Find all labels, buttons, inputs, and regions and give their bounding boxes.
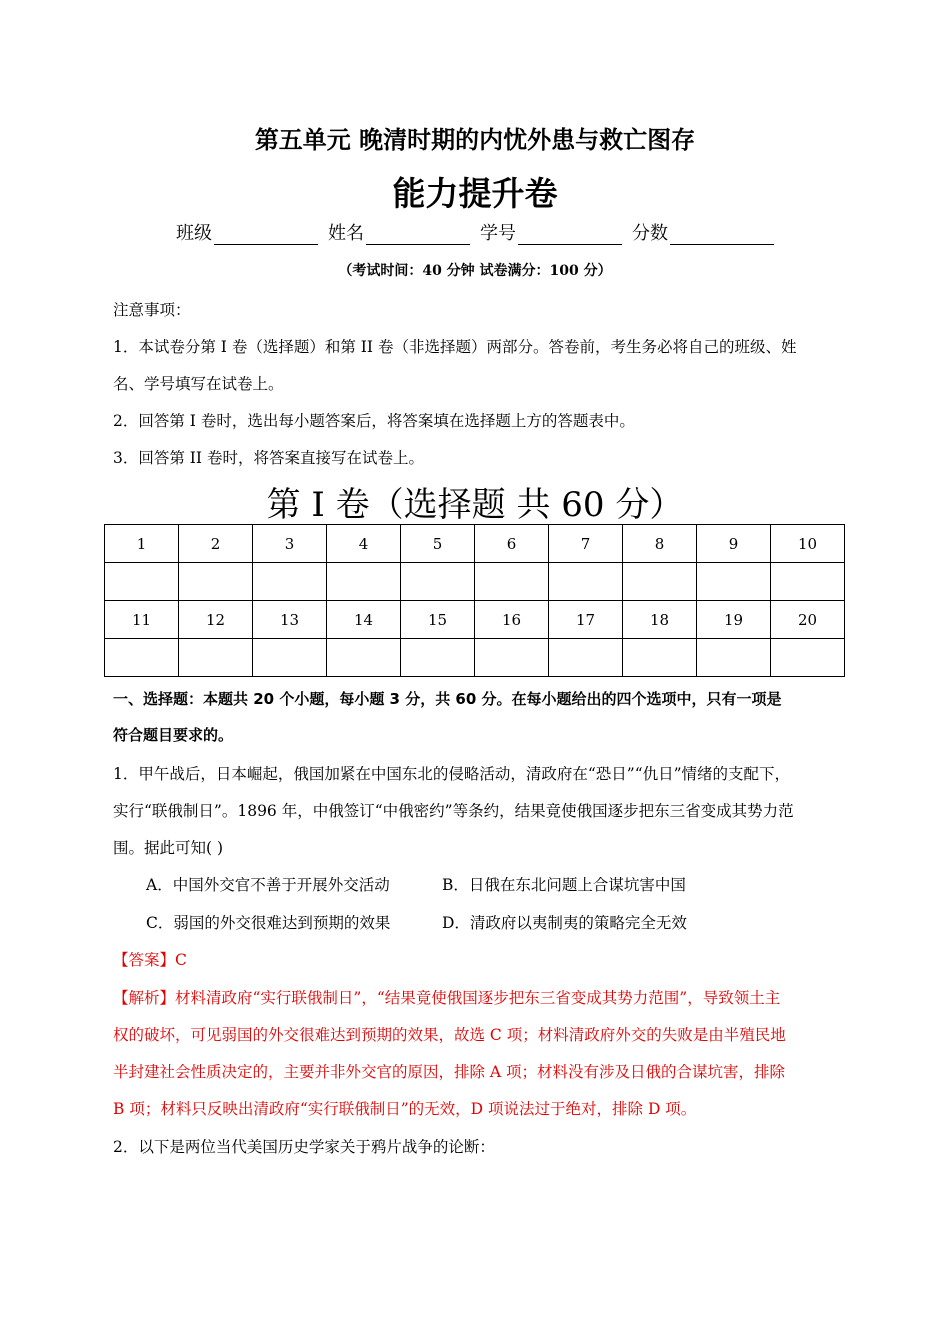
answer-cell[interactable] <box>401 563 475 601</box>
notes-heading: 注意事项： <box>113 301 191 319</box>
answer-cell[interactable] <box>327 563 401 601</box>
question-number-cell: 20 <box>771 601 845 639</box>
option-c: C．弱国的外交很难达到预期的效果 <box>146 914 391 932</box>
question-number-cell: 19 <box>697 601 771 639</box>
question-number-cell: 16 <box>475 601 549 639</box>
answer-cell[interactable] <box>179 639 253 677</box>
answer-cell[interactable] <box>697 563 771 601</box>
question-number-cell: 9 <box>697 525 771 563</box>
answer-cell[interactable] <box>253 563 327 601</box>
answer-table-row <box>105 639 845 677</box>
answer-cell[interactable] <box>771 563 845 601</box>
answer-text: 【答案】C <box>113 951 187 969</box>
class-field <box>176 219 318 245</box>
student-id-blank <box>518 224 622 245</box>
analysis-line-4: B 项；材料只反映出清政府“实行联俄制日”的无效，D 项说法过于绝对，排除 D 项。 <box>113 1100 697 1118</box>
question-number-cell: 8 <box>623 525 697 563</box>
question-number-cell: 10 <box>771 525 845 563</box>
exam-info: （考试时间：40 分钟 试卷满分：100 分） <box>338 263 612 279</box>
option-d: D．清政府以夷制夷的策略完全无效 <box>442 914 687 932</box>
answer-cell[interactable] <box>105 639 179 677</box>
paper-title: 能力提升卷 <box>392 174 558 213</box>
question-number-cell: 7 <box>549 525 623 563</box>
student-id-field <box>480 219 622 245</box>
unit-title: 第五单元 晚清时期的内忧外患与救亡图存 <box>254 126 696 154</box>
answer-cell[interactable] <box>105 563 179 601</box>
question-1-line-1: 1．甲午战后，日本崛起，俄国加紧在中国东北的侵略活动，清政府在“恐日”“仇日”情绪的支配下， <box>113 765 791 783</box>
answer-cell[interactable] <box>475 563 549 601</box>
question-number-cell: 11 <box>105 601 179 639</box>
question-number-cell: 12 <box>179 601 253 639</box>
question-number-cell: 4 <box>327 525 401 563</box>
answer-cell[interactable] <box>327 639 401 677</box>
score-field <box>632 219 774 245</box>
question-number-cell: 5 <box>401 525 475 563</box>
volume-title: 第 I 卷（选择题 共 60 分） <box>266 485 684 525</box>
option-a: A．中国外交官不善于开展外交活动 <box>146 876 390 894</box>
class-blank <box>214 224 318 245</box>
question-number-cell: 3 <box>253 525 327 563</box>
section-instruction-line-1: 一、选择题：本题共 20 个小题，每小题 3 分，共 60 分。在每小题给出的四个选项中，只有一项是 <box>113 690 782 708</box>
answer-cell[interactable] <box>623 639 697 677</box>
name-label: 姓名 <box>328 223 364 244</box>
option-b: B．日俄在东北问题上合谋坑害中国 <box>442 876 686 894</box>
answer-cell[interactable] <box>771 639 845 677</box>
student-id-label: 学号 <box>480 223 516 244</box>
answer-cell[interactable] <box>697 639 771 677</box>
score-blank <box>670 224 774 245</box>
question-number-cell: 14 <box>327 601 401 639</box>
student-info-fields <box>0 219 950 245</box>
question-number-cell: 6 <box>475 525 549 563</box>
question-number-cell: 17 <box>549 601 623 639</box>
question-number-cell: 15 <box>401 601 475 639</box>
answer-cell[interactable] <box>253 639 327 677</box>
note-item-2: 2．回答第 I 卷时，选出每小题答案后，将答案填在选择题上方的答题表中。 <box>113 412 635 430</box>
answer-cell[interactable] <box>475 639 549 677</box>
answer-cell[interactable] <box>549 563 623 601</box>
question-2-line-1: 2．以下是两位当代美国历史学家关于鸦片战争的论断： <box>113 1138 495 1156</box>
answer-cell[interactable] <box>179 563 253 601</box>
analysis-line-3: 半封建社会性质决定的，主要并非外交官的原因，排除 A 项；材料没有涉及日俄的合谋坑害，排除 <box>113 1063 786 1081</box>
section-instruction-line-2: 符合题目要求的。 <box>113 726 234 744</box>
question-number-cell: 13 <box>253 601 327 639</box>
question-number-cell: 2 <box>179 525 253 563</box>
question-number-cell: 18 <box>623 601 697 639</box>
answer-table <box>104 524 845 677</box>
note-item-3: 3．回答第 II 卷时，将答案直接写在试卷上。 <box>113 449 424 467</box>
question-1-line-3: 围。据此可知( ) <box>113 839 224 857</box>
question-number-cell: 1 <box>105 525 179 563</box>
answer-cell[interactable] <box>401 639 475 677</box>
name-field <box>328 219 470 245</box>
answer-table-row <box>105 525 845 563</box>
answer-table-row <box>105 601 845 639</box>
answer-table-row <box>105 563 845 601</box>
answer-cell[interactable] <box>549 639 623 677</box>
analysis-line-1: 【解析】材料清政府“实行联俄制日”，“结果竟使俄国逐步把东三省变成其势力范围”，导致领土主 <box>113 989 781 1007</box>
answer-cell[interactable] <box>623 563 697 601</box>
analysis-line-2: 权的破坏，可见弱国的外交很难达到预期的效果，故选 C 项；材料清政府外交的失败是由半殖民地 <box>113 1026 786 1044</box>
note-item-1-line-2: 名、学号填写在试卷上。 <box>113 375 284 393</box>
note-item-1-line-1: 1．本试卷分第 I 卷（选择题）和第 II 卷（非选择题）两部分。答卷前，考生务必将自己的班级、姓 <box>113 338 797 356</box>
class-label: 班级 <box>176 223 212 244</box>
name-blank <box>366 224 470 245</box>
score-label: 分数 <box>632 223 668 244</box>
question-1-line-2: 实行“联俄制日”。1896 年，中俄签订“中俄密约”等条约，结果竟使俄国逐步把东三省变成其势力范 <box>113 802 794 820</box>
